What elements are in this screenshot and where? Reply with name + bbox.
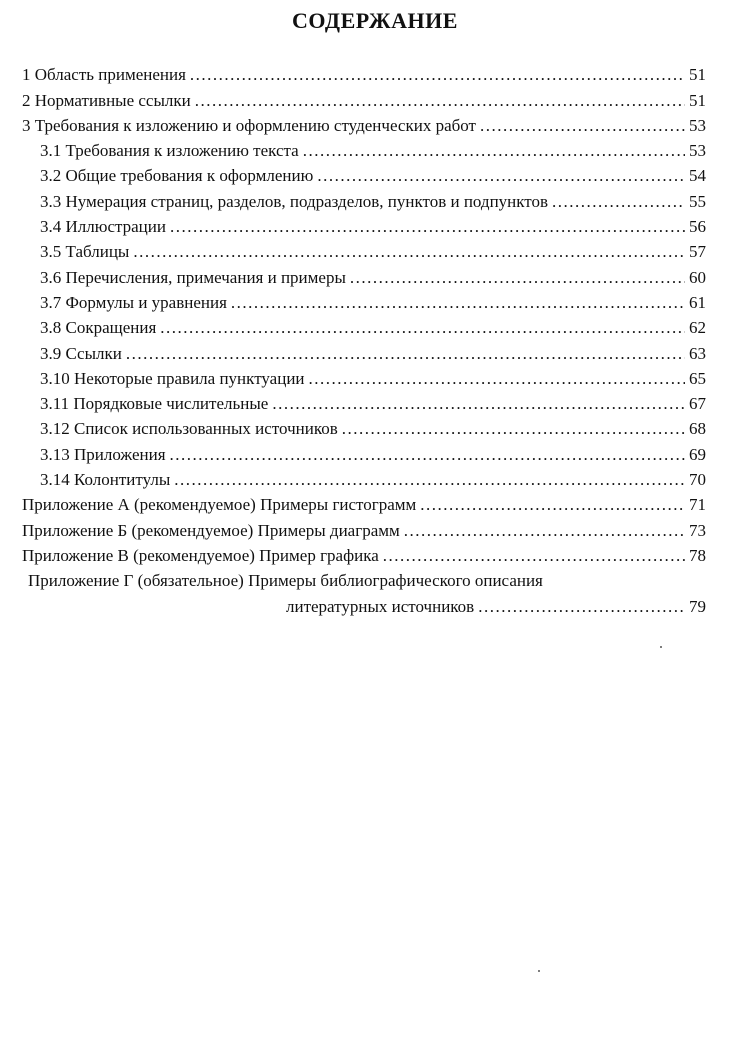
toc-leader-dots bbox=[342, 419, 685, 439]
toc-entry-page: 67 bbox=[689, 394, 706, 414]
toc-leader-dots bbox=[170, 217, 685, 237]
toc-entry-page: 78 bbox=[689, 545, 706, 565]
toc-entry bbox=[0, 313, 750, 338]
toc-entry-label: 2 Нормативные ссылки bbox=[22, 90, 191, 110]
toc-entry-page: 71 bbox=[689, 495, 706, 515]
toc-entry-label: 3.8 Сокращения bbox=[40, 318, 157, 338]
toc-entry-page: 55 bbox=[689, 191, 706, 211]
toc-entry bbox=[0, 85, 750, 110]
toc-entry-multiline bbox=[0, 566, 750, 617]
toc-entry-label: 3.1 Требования к изложению текста bbox=[40, 141, 299, 161]
toc-entry bbox=[0, 237, 750, 262]
toc-entry-label: 3.14 Колонтитулы bbox=[40, 470, 171, 490]
toc-entry-label: Приложение А (рекомендуемое) Примеры гистограмм bbox=[22, 495, 417, 515]
toc-entry-label-line2: литературных источников bbox=[286, 596, 475, 616]
toc-entry-label: 3.3 Нумерация страниц, разделов, подразделов, пунктов и подпунктов bbox=[40, 191, 549, 211]
toc-entry bbox=[0, 541, 750, 566]
toc-leader-dots bbox=[420, 495, 685, 515]
toc-entry-page: 73 bbox=[689, 520, 706, 540]
toc-entry bbox=[0, 161, 750, 186]
toc-entry bbox=[0, 186, 750, 211]
toc-entry-page: 63 bbox=[689, 343, 706, 363]
scan-speck bbox=[660, 646, 662, 648]
toc-entry bbox=[0, 338, 750, 363]
toc-entry bbox=[0, 591, 750, 616]
toc-entry bbox=[0, 111, 750, 136]
toc-entry bbox=[0, 60, 750, 85]
toc-entry-label: 3.7 Формулы и уравнения bbox=[40, 292, 227, 312]
toc-entry bbox=[0, 515, 750, 540]
toc-leader-dots bbox=[231, 293, 685, 313]
toc-entry-page: 62 bbox=[689, 318, 706, 338]
toc-entry-page: 51 bbox=[689, 90, 706, 110]
toc-entry-label: 3 Требования к изложению и оформлению студенческих работ bbox=[22, 115, 476, 135]
toc-entry-page: 65 bbox=[689, 368, 706, 388]
toc-leader-dots bbox=[309, 369, 685, 389]
toc-entry bbox=[0, 414, 750, 439]
toc-entry-label: 3.2 Общие требования к оформлению bbox=[40, 166, 314, 186]
toc-entry-page: 51 bbox=[689, 65, 706, 85]
toc-entry-page: 53 bbox=[689, 141, 706, 161]
toc-entry-label: 3.12 Список использованных источников bbox=[40, 419, 338, 439]
toc-entry-label: 3.10 Некоторые правила пунктуации bbox=[40, 368, 305, 388]
toc-entry-page: 68 bbox=[689, 419, 706, 439]
toc-entry-label: Приложение В (рекомендуемое) Пример графика bbox=[22, 545, 379, 565]
toc-entry-label: 3.5 Таблицы bbox=[40, 242, 130, 262]
toc-entry bbox=[0, 490, 750, 515]
toc-leader-dots bbox=[383, 546, 685, 566]
toc-entry-label: 3.9 Ссылки bbox=[40, 343, 122, 363]
toc-leader-dots bbox=[170, 445, 685, 465]
toc-entry-page: 57 bbox=[689, 242, 706, 262]
toc-entry-label-line1: Приложение Г (обязательное) Примеры библиографического описания bbox=[28, 571, 543, 591]
toc-entry bbox=[0, 364, 750, 389]
toc-entry bbox=[0, 389, 750, 414]
toc-leader-dots bbox=[160, 318, 685, 338]
toc-entry-label: 3.4 Иллюстрации bbox=[40, 217, 166, 237]
toc-leader-dots bbox=[303, 141, 685, 161]
toc-leader-dots bbox=[552, 192, 685, 212]
toc-entry bbox=[0, 288, 750, 313]
toc-entry-label: 3.11 Порядковые числительные bbox=[40, 394, 269, 414]
toc-entry-page: 56 bbox=[689, 217, 706, 237]
toc-entry-page: 61 bbox=[689, 292, 706, 312]
toc-entry bbox=[0, 136, 750, 161]
toc-entry-page: 60 bbox=[689, 267, 706, 287]
toc-leader-dots bbox=[133, 242, 685, 262]
toc-leader-dots bbox=[174, 470, 685, 490]
scan-speck bbox=[538, 970, 540, 972]
toc-entry bbox=[0, 439, 750, 464]
toc-leader-dots bbox=[195, 91, 685, 111]
toc-entry bbox=[0, 262, 750, 287]
toc-entry-page: 70 bbox=[689, 470, 706, 490]
toc-entry-page: 53 bbox=[689, 115, 706, 135]
toc-leader-dots bbox=[404, 521, 685, 541]
page-title: СОДЕРЖАНИЕ bbox=[292, 8, 458, 33]
toc-entry-label: 1 Область применения bbox=[22, 65, 186, 85]
toc-entry bbox=[0, 465, 750, 490]
toc-leader-dots bbox=[317, 166, 685, 186]
toc-leader-dots bbox=[478, 597, 685, 617]
toc-entry-label: 3.13 Приложения bbox=[40, 444, 166, 464]
toc-entry-page: 54 bbox=[689, 166, 706, 186]
toc-leader-dots bbox=[480, 116, 685, 136]
toc-entry-page: 79 bbox=[689, 596, 706, 616]
toc-leader-dots bbox=[190, 65, 685, 85]
toc-entry-page: 69 bbox=[689, 444, 706, 464]
toc-entry bbox=[0, 212, 750, 237]
table-of-contents bbox=[0, 60, 750, 617]
toc-entry-label: 3.6 Перечисления, примечания и примеры bbox=[40, 267, 346, 287]
toc-leader-dots bbox=[126, 344, 685, 364]
toc-leader-dots bbox=[350, 268, 685, 288]
toc-entry-label: Приложение Б (рекомендуемое) Примеры диаграмм bbox=[22, 520, 400, 540]
toc-leader-dots bbox=[272, 394, 685, 414]
